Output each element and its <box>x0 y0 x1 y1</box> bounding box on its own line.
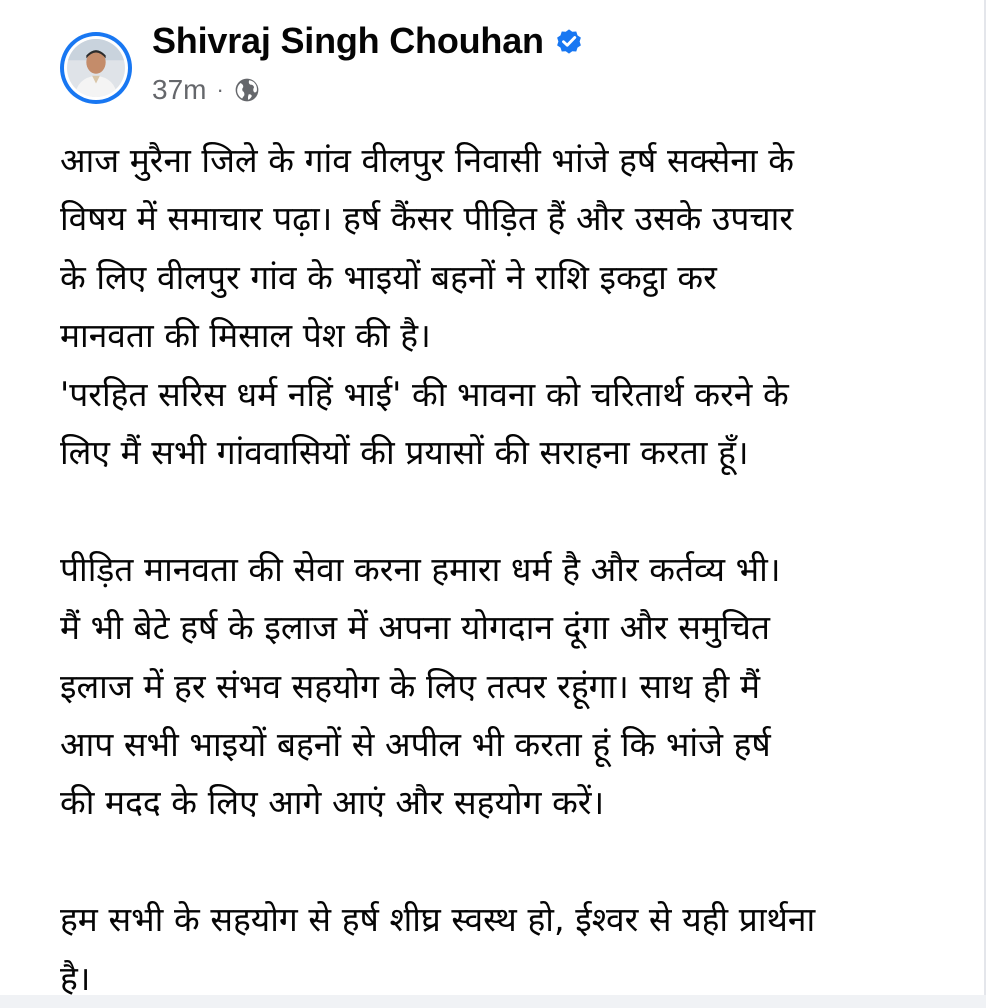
author-name[interactable]: Shivraj Singh Chouhan <box>152 20 544 61</box>
globe-icon[interactable] <box>234 77 260 103</box>
post-header <box>60 18 940 108</box>
text-line: मानवता की मिसाल पेश की है। <box>60 316 431 356</box>
post-paragraph-1 <box>60 132 960 482</box>
person-photo-icon <box>67 39 125 97</box>
paragraph-gap <box>60 833 960 891</box>
text-line: आप सभी भाइयों बहनों से अपील भी करता हूं कि भांजे हर्ष <box>60 725 771 765</box>
text-line: हम सभी के सहयोग से हर्ष शीघ्र स्वस्थ हो, ईश्वर से यही प्रार्थना <box>60 900 816 940</box>
profile-avatar[interactable] <box>60 32 132 104</box>
verified-badge-icon <box>554 26 584 56</box>
text-line: इलाज में हर संभव सहयोग के लिए तत्पर रहूंगा। साथ ही मैं <box>60 666 761 706</box>
text-line: लिए मैं सभी गांववासियों की प्रयासों की सराहना करता हूँ। <box>60 433 749 473</box>
avatar-photo <box>67 39 125 97</box>
text-line: मैं भी बेटे हर्ष के इलाज में अपना योगदान दूंगा और समुचित <box>60 608 770 648</box>
post-paragraph-2 <box>60 541 960 833</box>
text-line: विषय में समाचार पढ़ा। हर्ष कैंसर पीड़ित हैं और उसके उपचार <box>60 199 794 239</box>
meta-separator: · <box>216 77 224 102</box>
text-line: 'परहित सरिस धर्म नहिं भाई' की भावना को चरितार्थ करने के <box>60 374 789 414</box>
author-row <box>152 20 584 62</box>
post-meta <box>152 74 260 106</box>
post-body <box>60 132 960 1008</box>
post-timestamp[interactable]: 37m <box>152 74 207 105</box>
post-paragraph-3 <box>60 891 960 1008</box>
paragraph-gap <box>60 482 960 540</box>
text-line: आज मुरैना जिले के गांव वीलपुर निवासी भांजे हर्ष सक्सेना के <box>60 141 794 180</box>
text-line: पीड़ित मानवता की सेवा करना हमारा धर्म है और कर्तव्य भी। <box>60 549 781 589</box>
text-line: की मदद के लिए आगे आएं और सहयोग करें। <box>60 783 605 823</box>
text-line: है। <box>60 958 91 998</box>
text-line: के लिए वीलपुर गांव के भाइयों बहनों ने राशि इकट्ठा कर <box>60 257 717 297</box>
